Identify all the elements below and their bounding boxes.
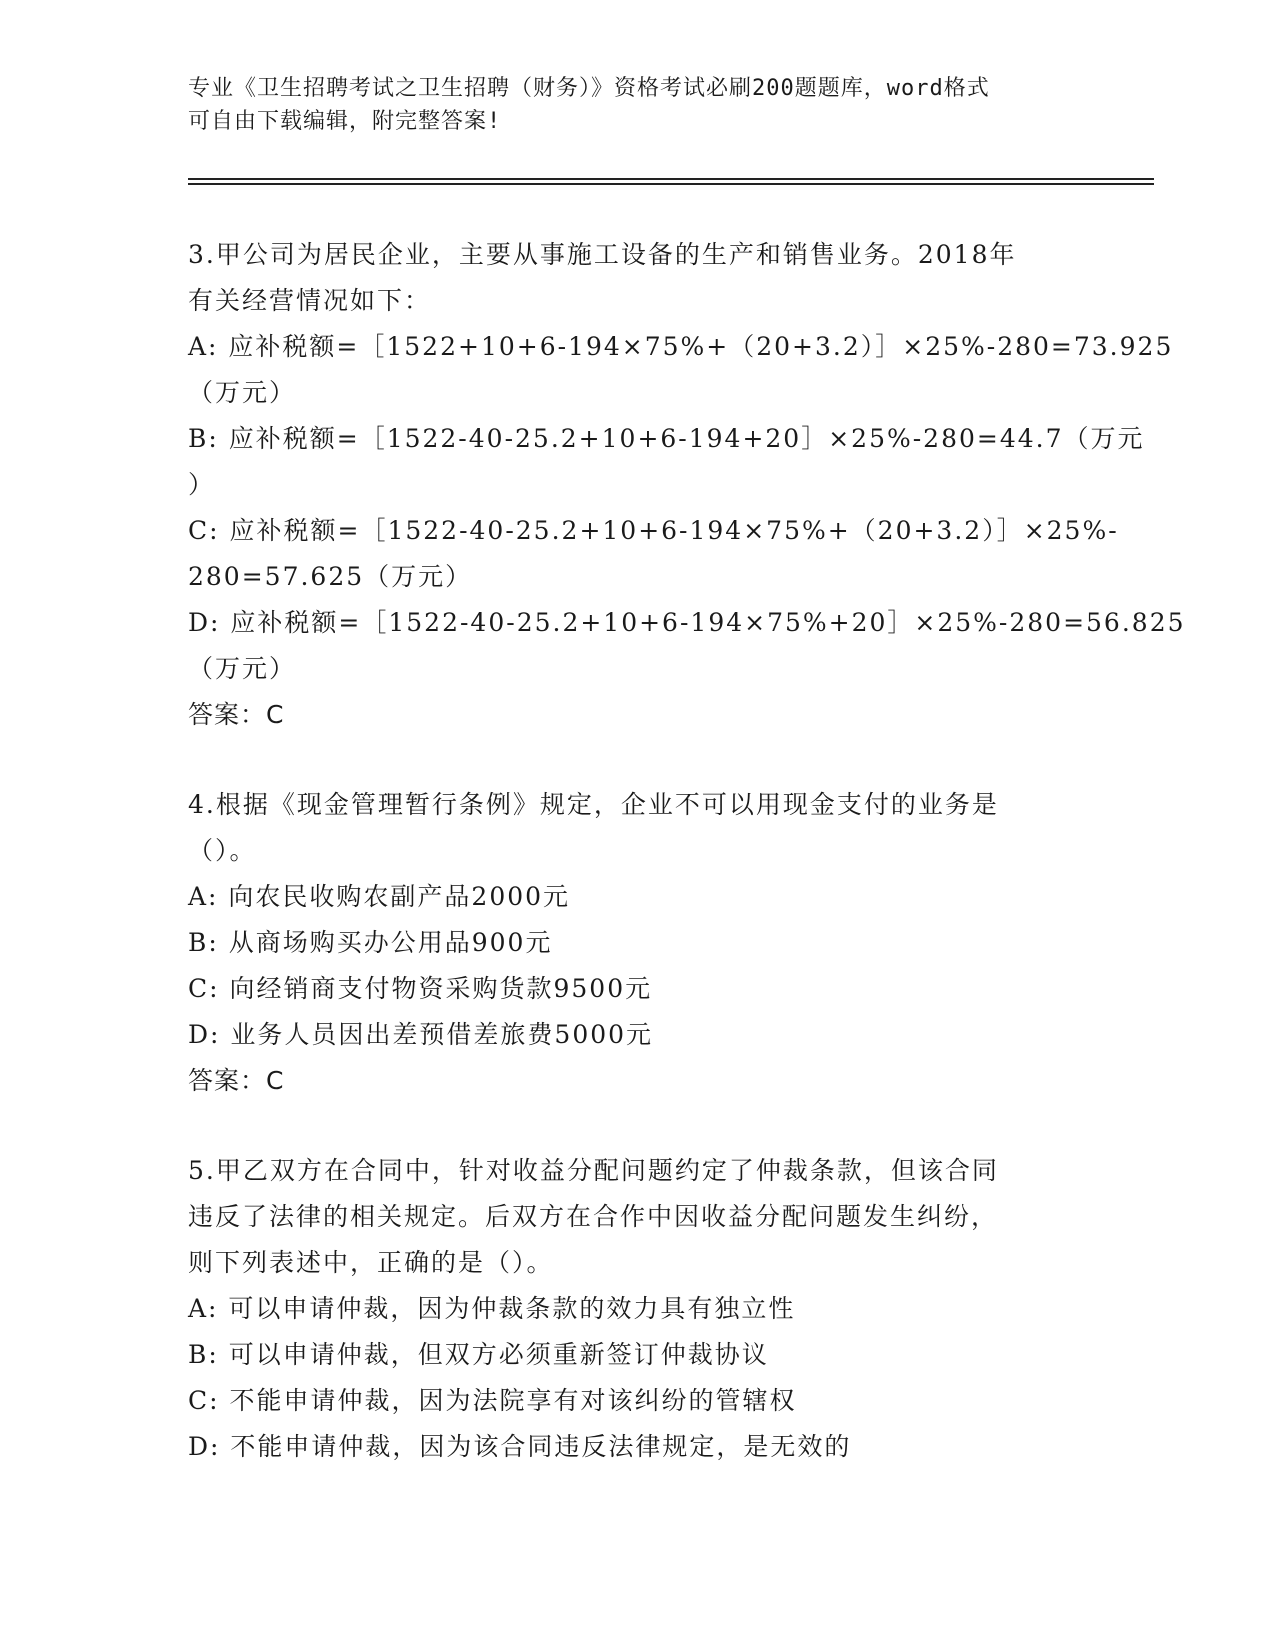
question-5	[188, 1148, 1088, 1470]
question-3-stem-line-2: 有关经营情况如下：	[188, 286, 432, 315]
question-3-option-c-cont: 280=57.625（万元）	[188, 562, 473, 591]
question-4-option-a: A: 向农民收购农副产品2000元	[188, 882, 571, 911]
question-4	[188, 782, 1088, 1104]
header-title-line-1: 专业《卫生招聘考试之卫生招聘（财务）》资格考试必刷200题题库，word格式	[188, 76, 990, 101]
question-4-stem-line-1: 4.根据《现金管理暂行条例》规定，企业不可以用现金支付的业务是	[188, 790, 999, 819]
question-4-stem-line-2: （）。	[188, 836, 257, 865]
question-3	[188, 232, 1186, 738]
question-3-option-c: C: 应补税额=［1522-40-25.2+10+6-194×75%+（20+3.2）］×25%-	[188, 516, 1119, 545]
question-4-option-b: B: 从商场购买办公用品900元	[188, 928, 553, 957]
question-spacer	[188, 738, 1088, 782]
question-3-option-a-cont: （万元）	[188, 378, 297, 407]
question-4-answer: 答案：C	[188, 1066, 285, 1095]
question-spacer	[188, 1104, 1088, 1148]
question-list	[188, 232, 1186, 1470]
question-5-option-d: D: 不能申请仲裁，因为该合同违反法律规定，是无效的	[188, 1432, 852, 1461]
document-header	[188, 72, 1068, 138]
question-4-option-c: C: 向经销商支付物资采购货款9500元	[188, 974, 653, 1003]
question-5-option-a: A: 可以申请仲裁，因为仲裁条款的效力具有独立性	[188, 1294, 796, 1323]
question-3-answer: 答案：C	[188, 700, 285, 729]
header-divider-bottom	[188, 183, 1154, 185]
header-title-line-2: 可自由下载编辑，附完整答案!	[188, 109, 502, 134]
question-3-option-b-cont: ）	[188, 470, 216, 499]
question-5-stem-line-3: 则下列表述中，正确的是（）。	[188, 1248, 554, 1277]
question-5-option-b: B: 可以申请仲裁，但双方必须重新签订仲裁协议	[188, 1340, 769, 1369]
header-divider-top	[188, 178, 1154, 180]
question-3-option-a: A: 应补税额=［1522+10+6-194×75%+（20+3.2）］×25%-280=73.925	[188, 332, 1174, 361]
question-3-option-b: B: 应补税额=［1522-40-25.2+10+6-194+20］×25%-280=44.7（万元	[188, 424, 1145, 453]
question-5-stem-line-2: 违反了法律的相关规定。后双方在合作中因收益分配问题发生纠纷，	[188, 1202, 999, 1231]
question-3-option-d-cont: （万元）	[188, 654, 297, 683]
question-3-option-d: D: 应补税额=［1522-40-25.2+10+6-194×75%+20］×25%-280=56.825	[188, 608, 1186, 637]
question-4-option-d: D: 业务人员因出差预借差旅费5000元	[188, 1020, 654, 1049]
question-3-stem-line-1: 3.甲公司为居民企业，主要从事施工设备的生产和销售业务。2018年	[188, 240, 1017, 269]
question-5-stem-line-1: 5.甲乙双方在合同中，针对收益分配问题约定了仲裁条款，但该合同	[188, 1156, 999, 1185]
question-5-option-c: C: 不能申请仲裁，因为法院享有对该纠纷的管辖权	[188, 1386, 797, 1415]
